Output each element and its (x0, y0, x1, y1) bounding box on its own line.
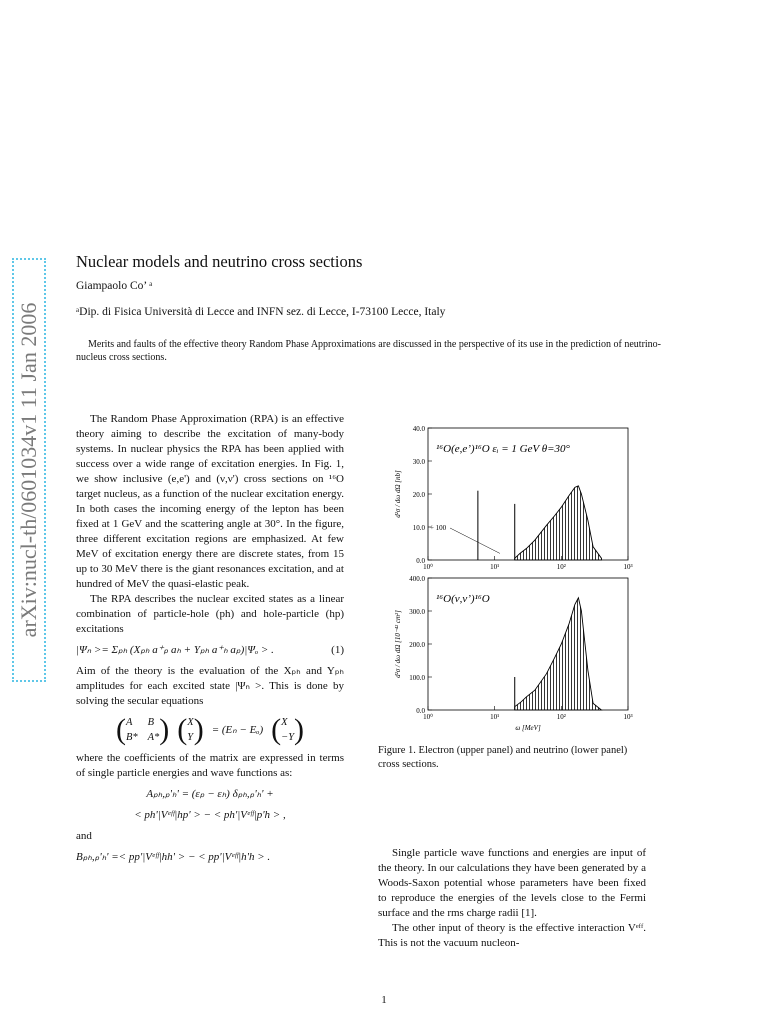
y-tick-label: 100.0 (409, 674, 425, 682)
quasi-elastic-area (515, 598, 602, 710)
panel-annotation: ÷ 100 (430, 524, 447, 532)
y-tick-label: 0.0 (416, 707, 425, 715)
y-axis-label: d²σ / dω dΩ [nb] (394, 470, 402, 518)
y-tick-label: 400.0 (409, 575, 425, 583)
x-tick-label: 10² (556, 563, 566, 571)
right-column (378, 846, 646, 951)
arxiv-identifier[interactable]: arXiv:nucl-th/0601034v1 11 Jan 2006 (16, 302, 41, 638)
quasi-elastic-area (515, 486, 602, 560)
annotation-pointer (450, 528, 500, 553)
paper-author: Giampaolo Co’ ᵃ (76, 280, 153, 292)
x-tick-label: 10¹ (490, 563, 500, 571)
matrix-ab: ( A B B* A* ) (115, 713, 170, 746)
equation-b: Bₚₕ,ₚ'ₕ' =< pp'|Vᵉᶠᶠ|hh' > − < pp'|Vᵉᶠᶠ|h'h > . (76, 851, 271, 863)
secular-equation (76, 715, 344, 745)
x-tick-label: 10² (556, 713, 566, 721)
y-axis-label: d²σ / dω dΩ [10⁻⁴² cm²] (394, 610, 402, 678)
x-tick-label: 10⁰ (423, 713, 433, 721)
figure-caption: Figure 1. Electron (upper panel) and neutrino (lower panel) cross sections. (378, 745, 628, 770)
equation-a-line2: < ph'|Vᵉᶠᶠ|hp' > − < ph'|Vᵉᶠᶠ|p'h > , (134, 809, 286, 821)
equation-1 (76, 643, 344, 658)
vector-x-negy: ( X −Y ) (271, 713, 305, 746)
paper-abstract: Merits and faults of the effective theory Random Phase Approximations are discussed in the perspective of its use in the prediction of neutrino-nucleus cross sections. (76, 339, 662, 363)
y-tick-label: 10.0 (412, 524, 425, 532)
matrix-cell: B (147, 717, 155, 728)
y-tick-label: 20.0 (412, 491, 425, 499)
body-paragraph: The Random Phase Approximation (RPA) is an effective theory aiming to describe the excitation of many-body systems. In nuclear physics the RPA has been applied with success over a wide range of excitation energies. In Fig. 1, we show inclusive (e,e') and (ν,ν') cross sections on ¹⁶O target nucleus, as a function of the nuclear excitation energy. In both cases the incoming energy of the lepton has been fixed at 1 GeV and the scattering angle at 30°. In the figure, three different excitation regions are emphasized. At few MeV of excitation energy there are discrete states, from 15 up to 30 MeV there is the giant resonances excitation, and at hundred of MeV the quasi-elastic peak. (76, 413, 344, 590)
body-paragraph: Aim of the theory is the evaluation of the Xₚₕ and Yₚₕ amplitudes for each excited state |Ψₙ >. This is done by solving the secular equations (76, 665, 344, 707)
matrix-cell: Y (187, 732, 194, 743)
x-tick-label: 10⁰ (423, 563, 433, 571)
page-number: 1 (381, 994, 387, 1006)
equation-a-line1: Aₚₕ,ₚ'ₕ' = (εₚ − εₕ) δₚₕ,ₚ'ₕ' + (146, 788, 274, 800)
y-tick-label: 200.0 (409, 641, 425, 649)
paper-affiliation: ᵃDip. di Fisica Università di Lecce and INFN sez. di Lecce, I-73100 Lecce, Italy (76, 306, 446, 318)
panel-title: ¹⁶O(e,e’)¹⁶O εᵢ = 1 GeV θ=30° (436, 443, 570, 455)
matrix-cell: −Y (281, 732, 295, 743)
left-column (76, 412, 344, 871)
y-tick-label: 40.0 (412, 425, 425, 433)
body-paragraph: The other input of theory is the effective interaction Vᵉᶠᶠ. This is not the vacuum nucleon- (378, 922, 646, 949)
matrix-rhs: = (Eₙ − Eₒ) (211, 723, 264, 736)
equation-1-number: (1) (331, 644, 344, 656)
x-tick-label: 10¹ (490, 713, 500, 721)
x-tick-label: 10³ (623, 563, 633, 571)
matrix-cell: X (187, 717, 194, 728)
body-paragraph: where the coefficients of the matrix are expressed in terms of single particle energies and wave functions as: (76, 752, 344, 779)
equation-1-body: |Ψₙ >= Σₚₕ (Xₚₕ a⁺ₚ aₕ + Yₚₕ a⁺ₕ aₚ)|Ψₒ > . (76, 644, 274, 656)
matrix-cell: A* (147, 732, 160, 743)
arxiv-stamp (12, 258, 46, 682)
y-tick-label: 30.0 (412, 458, 425, 466)
body-paragraph: Single particle wave functions and energies are input of the theory. In our calculations they have been generated by a Woods-Saxon potential whose parameters have been fixed to reproduce the energies of the levels close to the Fermi surface and the rms charge radii [1]. (378, 847, 646, 919)
y-tick-label: 0.0 (416, 557, 425, 565)
panel-title: ¹⁶O(ν,ν’)¹⁶O (436, 593, 490, 605)
matrix-cell: X (281, 717, 288, 728)
body-text-and: and (76, 830, 92, 842)
matrix-cell: A (125, 717, 133, 728)
figure-1 (378, 420, 648, 744)
figure-1-chart (378, 420, 648, 740)
y-tick-label: 300.0 (409, 608, 425, 616)
x-axis-label: ω [MeV] (515, 724, 541, 732)
vector-xy: ( X Y ) (177, 713, 204, 746)
paper-title: Nuclear models and neutrino cross sections (76, 252, 363, 271)
matrix-cell: B* (125, 732, 138, 743)
x-tick-label: 10³ (623, 713, 633, 721)
body-paragraph: The RPA describes the nuclear excited states as a linear combination of particle-hole (ph) and hole-particle (hp) excitations (76, 593, 344, 635)
